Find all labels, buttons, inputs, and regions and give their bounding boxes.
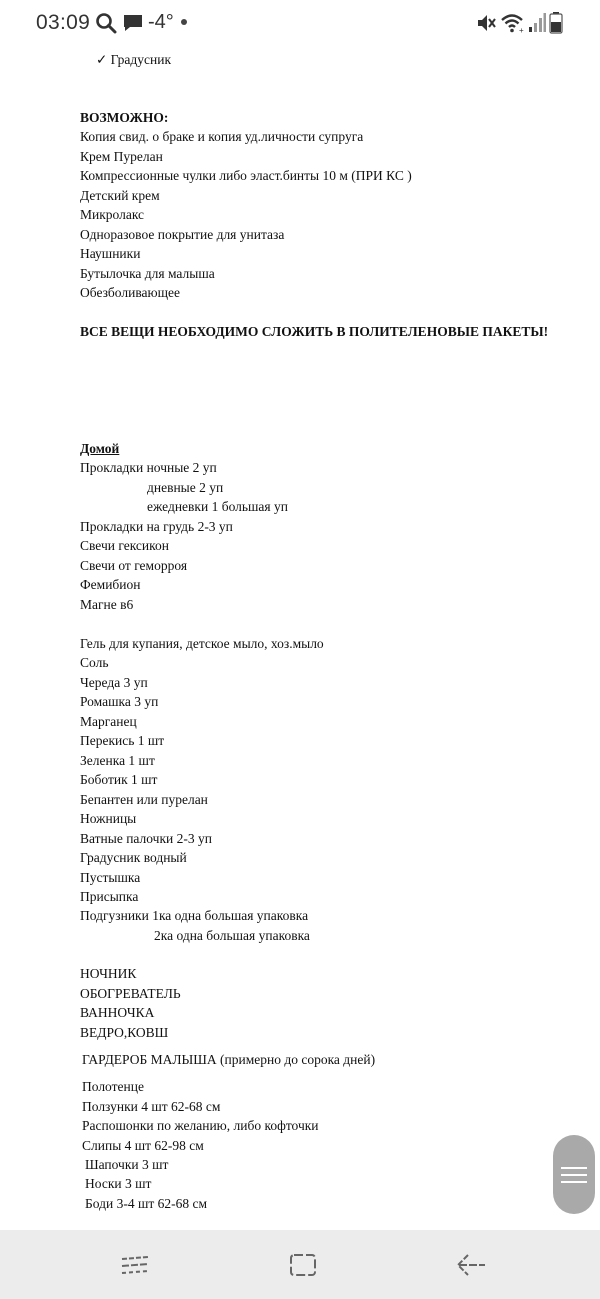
- list-item: Детский крем: [80, 188, 160, 203]
- list-item: Носки 3 шт: [85, 1176, 152, 1191]
- list-item: Боди 3-4 шт 62-68 см: [85, 1196, 208, 1211]
- list-item: Череда 3 уп: [80, 675, 148, 690]
- list-item: Свечи от геморроя: [80, 558, 188, 573]
- list-item: Гель для купания, детское мыло, хоз.мыло: [80, 636, 324, 651]
- list-item: Наушники: [80, 246, 141, 261]
- list-item: Крем Пурелан: [80, 149, 163, 164]
- section-heading-maybe: ВОЗМОЖНО:: [80, 110, 169, 125]
- list-item: Микролакс: [80, 207, 145, 222]
- status-temperature: -4°: [148, 11, 174, 33]
- list-item: Полотенце: [82, 1079, 144, 1094]
- list-item: Ватные палочки 2-3 уп: [80, 831, 212, 846]
- warning-note: ВСЕ ВЕЩИ НЕОБХОДИМО СЛОЖИТЬ В ПОЛИТЕЛЕНОВЫЕ ПАКЕТЫ!: [80, 324, 549, 339]
- list-item: Ромашка 3 уп: [80, 694, 159, 709]
- list-item: Пустышка: [80, 870, 141, 885]
- back-icon[interactable]: [454, 1250, 488, 1280]
- list-item: 2ка одна большая упаковка: [154, 928, 310, 943]
- list-item: Соль: [80, 655, 109, 670]
- list-item: Обезболивающее: [80, 285, 180, 300]
- list-item: Свечи гексикон: [80, 538, 169, 553]
- recent-apps-icon[interactable]: [118, 1250, 152, 1280]
- list-item: Зеленка 1 шт: [80, 753, 155, 768]
- scroll-handle[interactable]: [553, 1135, 595, 1214]
- list-item: Слипы 4 шт 62-98 см: [82, 1138, 204, 1153]
- list-item: ежедневки 1 большая уп: [147, 499, 288, 514]
- list-item: Перекись 1 шт: [80, 733, 165, 748]
- navigation-bar: [0, 1230, 600, 1299]
- list-item: Ножницы: [80, 811, 137, 826]
- list-item: Присыпка: [80, 889, 139, 904]
- list-item: НОЧНИК: [80, 966, 137, 981]
- svg-text:+: +: [519, 26, 524, 34]
- list-item: Боботик 1 шт: [80, 772, 158, 787]
- list-item: Распошонки по желанию, либо кофточки: [82, 1118, 319, 1133]
- list-item: Ползунки 4 шт 62-68 см: [82, 1099, 221, 1114]
- list-item: Копия свид. о браке и копия уд.личности супруга: [80, 129, 364, 144]
- list-item: Магне в6: [80, 597, 134, 612]
- list-item: Бепантен или пурелан: [80, 792, 208, 807]
- list-item: Шапочки 3 шт: [85, 1157, 169, 1172]
- status-time: 03:09: [36, 11, 91, 34]
- list-item: Градусник водный: [80, 850, 187, 865]
- list-item: Марганец: [80, 714, 137, 729]
- list-item: ВЕДРО,КОВШ: [80, 1025, 169, 1040]
- list-item: ВАННОЧКА: [80, 1005, 155, 1020]
- list-item: Прокладки ночные 2 уп: [80, 460, 217, 475]
- list-item: Фемибион: [80, 577, 141, 592]
- section-heading-home: Домой: [80, 441, 120, 456]
- list-item: ОБОГРЕВАТЕЛЬ: [80, 986, 181, 1001]
- list-item-checked: ✓ Градусник: [96, 52, 172, 67]
- list-item: Прокладки на грудь 2-3 уп: [80, 519, 233, 534]
- list-item: дневные 2 уп: [147, 480, 224, 495]
- home-icon[interactable]: [286, 1250, 320, 1280]
- section-heading-wardrobe: ГАРДЕРОБ МАЛЫША (примерно до сорока дней): [82, 1052, 376, 1067]
- list-item: Одноразовое покрытие для унитаза: [80, 227, 285, 242]
- list-item: Подгузники 1ка одна большая упаковка: [80, 908, 309, 923]
- list-item: Компрессионные чулки либо эласт.бинты 10 м (ПРИ КС ): [80, 168, 412, 183]
- list-item: Бутылочка для малыша: [80, 266, 215, 281]
